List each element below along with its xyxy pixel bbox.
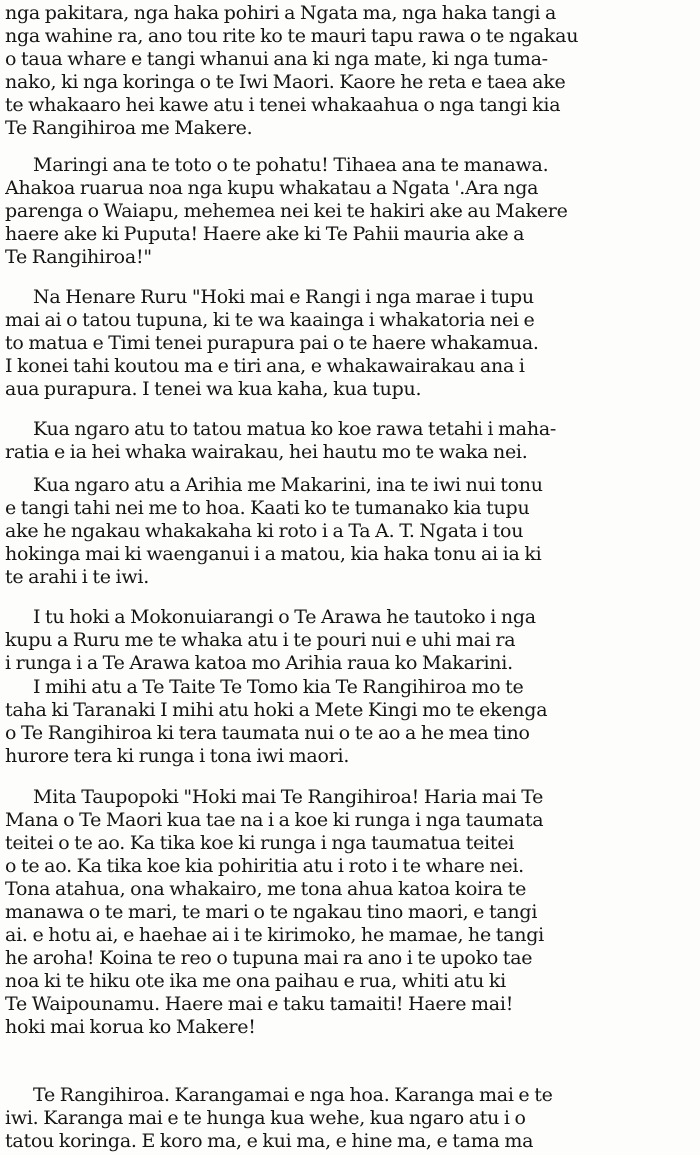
- text-line: Kua ngaro atu a Arihia me Makarini, ina te iwi nui tonu: [33, 474, 543, 496]
- text-line: Te Rangihiroa. Karangamai e nga hoa. Karanga mai e te: [33, 1084, 553, 1106]
- text-line: hurore tera ki runga i tona iwi maori.: [5, 745, 350, 767]
- text-line: nako, ki nga koringa o te Iwi Maori. Kaore he reta e taea ake: [5, 71, 566, 93]
- text-line: mai ai o tatou tupuna, ki te wa kaainga i whakatoria nei e: [5, 309, 535, 331]
- text-line: Kua ngaro atu to tatou matua ko koe rawa tetahi i maha-: [33, 418, 557, 440]
- text-line: te arahi i te iwi.: [5, 566, 150, 588]
- text-line: Mita Taupopoki "Hoki mai Te Rangihiroa! Haria mai Te: [33, 786, 544, 808]
- text-line: noa ki te hiku ote ika me ona paihau e rua, whiti atu ki: [5, 970, 506, 992]
- text-line: hoki mai korua ko Makere!: [5, 1016, 256, 1038]
- text-line: I konei tahi koutou ma e tiri ana, e whakawairakau ana i: [5, 355, 525, 377]
- text-line: parenga o Waiapu, mehemea nei kei te hakiri ake au Makere: [5, 200, 568, 222]
- text-line: iwi. Karanga mai e te hunga kua wehe, kua ngaro atu i o: [5, 1107, 526, 1129]
- text-line: taha ki Taranaki I mihi atu hoki a Mete Kingi mo te ekenga: [5, 699, 548, 721]
- text-line: tatou koringa. E koro ma, e kui ma, e hine ma, e tama ma: [5, 1130, 534, 1152]
- paragraph: [5, 2, 693, 140]
- text-line: manawa o te mari, te mari o te ngakau tino maori, e tangi: [5, 901, 538, 923]
- paragraph: [5, 474, 693, 589]
- paragraph: [5, 1084, 693, 1153]
- text-line: teitei o te ao. Ka tika koe ki runga i nga taumatua teitei: [5, 832, 515, 854]
- text-line: Te Rangihiroa me Makere.: [5, 117, 253, 139]
- text-line: Te Waipounamu. Haere mai e taku tamaiti! Haere mai!: [5, 993, 514, 1015]
- paragraph: [5, 606, 693, 675]
- paragraph: [5, 154, 693, 269]
- text-line: e tangi tahi nei me to hoa. Kaati ko te tumanako kia tupu: [5, 497, 530, 519]
- text-line: Tona atahua, ona whakairo, me tona ahua katoa koira te: [5, 878, 527, 900]
- text-line: o taua whare e tangi whanui ana ki nga mate, ki nga tuma-: [5, 48, 548, 70]
- paragraph: [5, 676, 693, 768]
- text-line: i runga i a Te Arawa katoa mo Arihia raua ko Makarini.: [5, 652, 513, 674]
- text-line: Maringi ana te toto o te pohatu! Tihaea ana te manawa.: [33, 154, 549, 176]
- paragraph: [5, 786, 693, 1039]
- text-line: Te Rangihiroa!": [5, 246, 152, 268]
- text-line: o te ao. Ka tika koe kia pohiritia atu i roto i te whare nei.: [5, 855, 524, 877]
- text-line: he aroha! Koina te reo o tupuna mai ra ano i te upoko tae: [5, 947, 533, 969]
- text-line: ake he ngakau whakakaha ki roto i a Ta A. T. Ngata i tou: [5, 520, 524, 542]
- paragraph: [5, 418, 693, 464]
- text-line: o Te Rangihiroa ki tera taumata nui o te ao a he mea tino: [5, 722, 530, 744]
- text-line: ai. e hotu ai, e haehae ai i te kirimoko, he mamae, he tangi: [5, 924, 544, 946]
- text-line: te whakaaro hei kawe atu i tenei whakaahua o nga tangi kia: [5, 94, 561, 116]
- text-line: aua purapura. I tenei wa kua kaha, kua tupu.: [5, 378, 422, 400]
- text-line: I mihi atu a Te Taite Te Tomo kia Te Rangihiroa mo te: [33, 676, 524, 698]
- text-line: hokinga mai ki waenganui i a matou, kia haka tonu ai ia ki: [5, 543, 542, 565]
- text-line: to matua e Timi tenei purapura pai o te haere whakamua.: [5, 332, 539, 354]
- text-line: kupu a Ruru me te whaka atu i te pouri nui e uhi mai ra: [5, 629, 516, 651]
- text-line: ratia e ia hei whaka wairakau, hei hautu mo te waka nei.: [5, 441, 528, 463]
- text-line: haere ake ki Puputa! Haere ake ki Te Pahii mauria ake a: [5, 223, 525, 245]
- text-line: Na Henare Ruru "Hoki mai e Rangi i nga marae i tupu: [33, 286, 534, 308]
- text-line: nga wahine ra, ano tou rite ko te mauri tapu rawa o te ngakau: [5, 25, 579, 47]
- text-line: nga pakitara, nga haka pohiri a Ngata ma, nga haka tangi a: [5, 2, 557, 24]
- text-line: Ahakoa ruarua noa nga kupu whakatau a Ngata '.Ara nga: [5, 177, 539, 199]
- text-line: Mana o Te Maori kua tae na i a koe ki runga i nga taumata: [5, 809, 544, 831]
- text-line: I tu hoki a Mokonuiarangi o Te Arawa he tautoko i nga: [33, 606, 536, 628]
- paragraph: [5, 286, 693, 401]
